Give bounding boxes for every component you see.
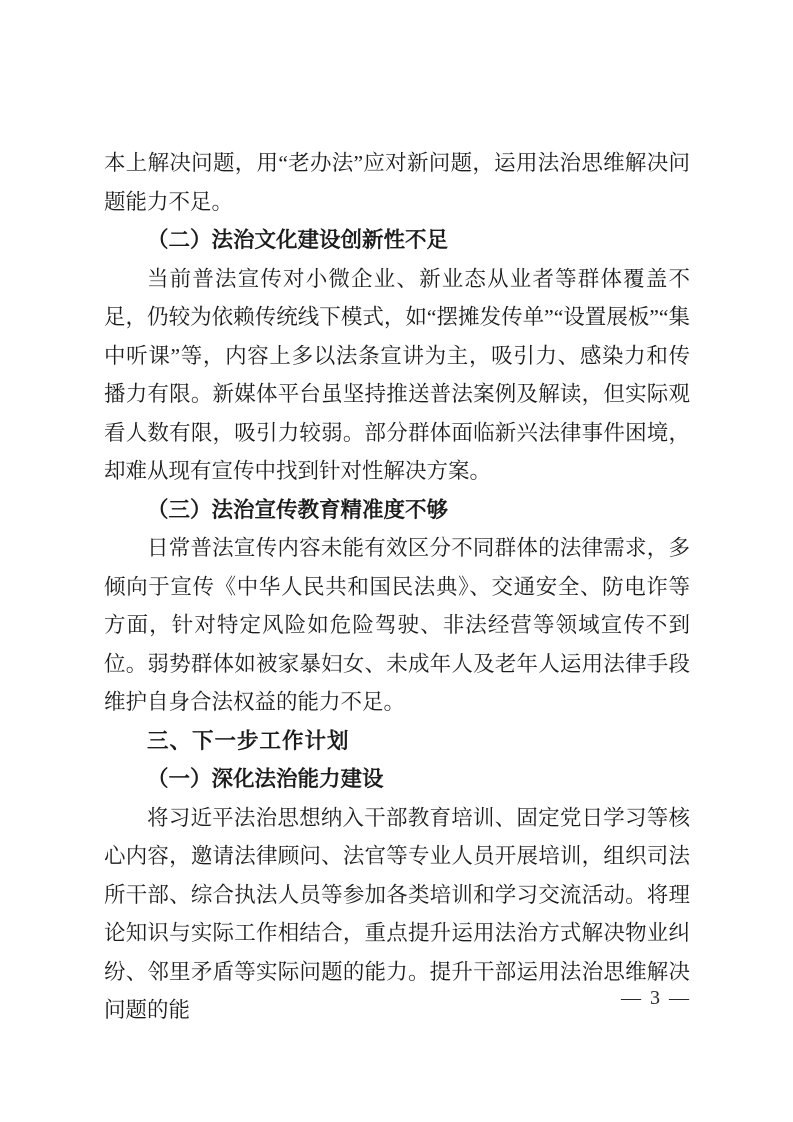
paragraph: 将习近平法治思想纳入干部教育培训、固定党日学习等核心内容，邀请法律顾问、法官等专业人员开展培训，组织司法所干部、综合执法人员等参加各类培训和学习交流活动。将理论知识与实际工作相结合，重点提升运用法治方式解决物业纠纷、邻里矛盾等实际问题的能力。提升干部运用法治思维解决问题的能 (104, 805, 690, 1022)
paragraph-continuation: 本上解决问题，用“老办法”应对新问题，运用法治思维解决问题能力不足。 (104, 151, 690, 214)
page-number: — 3 — (621, 987, 691, 1009)
paragraph: 日常普法宣传内容未能有效区分不同群体的法律需求，多倾向于宣传《中华人民共和国民法典》、交通安全、防电诈等方面，针对特定风险如危险驾驶、非法经营等领域宣传不到位。弱势群体如被家暴妇女、未成年人及老年人运用法律手段维护自身合法权益的能力不足。 (104, 536, 690, 714)
section-heading-3: （三）法治宣传教育精准度不够 (147, 497, 449, 522)
section-heading-1: （一）深化法治能力建设 (147, 767, 384, 791)
document-body (104, 144, 690, 1030)
paragraph: 当前普法宣传对小微企业、新业态从业者等群体覆盖不足，仍较为依赖传统线下模式，如“摆摊发传单”“设置展板”“集中听课”等，内容上多以法条宣讲为主，吸引力、感染力和传播力有限。新媒体平台虽坚持推送普法案例及解读，但实际观看人数有限，吸引力较弱。部分群体面临新兴法律事件困境，却难从现有宣传中找到针对性解决方案。 (104, 266, 690, 483)
chapter-heading-3: 三、下一步工作计划 (147, 728, 350, 753)
section-heading-2: （二）法治文化建设创新性不足 (147, 228, 449, 252)
